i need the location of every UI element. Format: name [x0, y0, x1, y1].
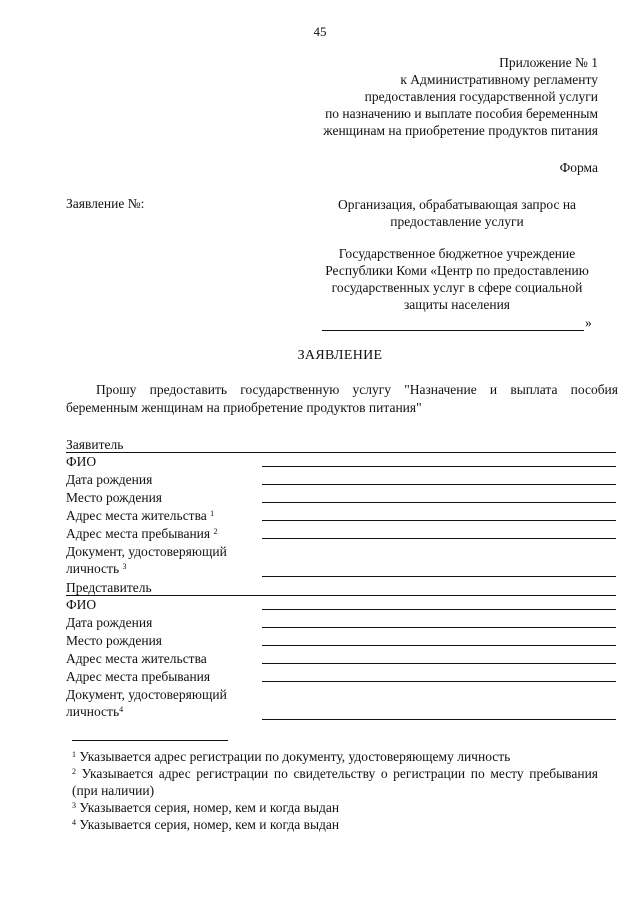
- field-label-text: личность: [66, 561, 120, 576]
- applicant-fio-field[interactable]: [262, 466, 616, 467]
- field-label: Адрес места пребывания: [66, 669, 211, 684]
- appendix-line: по назначению и выплате пособия беременным: [325, 106, 598, 121]
- representative-stay-field[interactable]: [262, 681, 616, 682]
- footnote-number: 3: [72, 801, 76, 810]
- footnote-ref: 1: [210, 509, 215, 518]
- applicant-stay-row: [66, 525, 616, 543]
- field-label: [66, 525, 262, 543]
- section-representative: Представитель: [66, 581, 616, 596]
- representative-residence-field[interactable]: [262, 663, 616, 664]
- field-label: Место рождения: [66, 633, 163, 648]
- footnote-number: 4: [72, 818, 76, 827]
- representative-birth-place-field[interactable]: [262, 645, 616, 646]
- footnote-ref: 2: [213, 527, 218, 536]
- applicant-stay-field[interactable]: [262, 538, 616, 539]
- appendix-line: женщинам на приобретение продуктов питания: [323, 123, 598, 138]
- footnote-text: Указывается адрес регистрации по документу, удостоверяющему личность: [79, 749, 511, 764]
- organization-label: Организация, обрабатывающая запрос на предоставление услуги: [337, 197, 577, 229]
- representative-birth-place-row: [66, 632, 616, 650]
- organization-fill-line[interactable]: [322, 330, 584, 331]
- request-paragraph: Прошу предоставить государственную услугу "Назначение и выплата пособия беременным женщинам на приобретение продуктов питания": [66, 382, 618, 415]
- field-label-text: Адрес места жительства: [66, 508, 207, 523]
- field-label: [66, 686, 262, 724]
- applicant-birth-date-field[interactable]: [262, 484, 616, 485]
- organization-name: Государственное бюджетное учреждение Республики Коми «Центр по предоставлению государственных услуг в сфере социальной защиты населения: [325, 246, 589, 312]
- field-label: ФИО: [66, 454, 97, 469]
- form-label: Форма: [559, 160, 598, 175]
- field-label: [66, 543, 262, 581]
- page-number: 45: [313, 24, 327, 39]
- applicant-residence-row: [66, 507, 616, 525]
- footnote: [72, 748, 598, 765]
- representative-residence-row: [66, 650, 616, 668]
- appendix-line: Приложение № 1: [499, 55, 598, 70]
- footnote-ref: 3: [122, 562, 127, 571]
- footnote-number: 1: [72, 750, 76, 759]
- field-label: [66, 507, 262, 525]
- applicant-birth-place-field[interactable]: [262, 502, 616, 503]
- field-label-text: личность: [66, 704, 120, 719]
- field-label: Дата рождения: [66, 615, 153, 630]
- applicant-birth-date-row: [66, 471, 616, 489]
- footnote: [72, 765, 598, 799]
- appendix-line: к Административному регламенту: [400, 72, 598, 87]
- application-number-label: Заявление №:: [66, 196, 145, 211]
- applicant-residence-field[interactable]: [262, 520, 616, 521]
- document-title: ЗАЯВЛЕНИЕ: [297, 348, 383, 363]
- representative-birth-date-field[interactable]: [262, 627, 616, 628]
- representative-fio-row: [66, 596, 616, 614]
- field-label-text: Документ, удостоверяющий: [66, 687, 227, 702]
- representative-stay-row: [66, 668, 616, 686]
- representative-birth-date-row: [66, 614, 616, 632]
- footnote: [72, 816, 598, 833]
- field-label: Адрес места жительства: [66, 651, 207, 666]
- footnote-text: Указывается адрес регистрации по свидетельству о регистрации по месту пребывания (при наличии): [72, 766, 599, 798]
- applicant-fio-row: [66, 453, 616, 471]
- field-label: ФИО: [66, 597, 97, 612]
- appendix-header: [238, 54, 598, 139]
- applicant-document-row: [66, 543, 616, 581]
- field-label: Дата рождения: [66, 472, 153, 487]
- footnote: [72, 799, 598, 816]
- footnote-number: 2: [72, 767, 76, 776]
- field-label: Место рождения: [66, 490, 163, 505]
- appendix-line: предоставления государственной услуги: [364, 89, 598, 104]
- representative-document-field[interactable]: [262, 719, 616, 720]
- representative-fio-field[interactable]: [262, 609, 616, 610]
- application-form-table: [66, 438, 616, 724]
- footnote-ref: 4: [119, 705, 124, 714]
- applicant-birth-place-row: [66, 489, 616, 507]
- field-label-text: Адрес места пребывания: [66, 526, 211, 541]
- field-label-text: Документ, удостоверяющий: [66, 544, 227, 559]
- footnote-text: Указывается серия, номер, кем и когда выдан: [79, 800, 340, 815]
- closing-quote: »: [585, 315, 592, 330]
- representative-document-row: [66, 686, 616, 724]
- applicant-document-field[interactable]: [262, 576, 616, 577]
- footnotes: [72, 748, 598, 833]
- section-applicant: Заявитель: [66, 438, 616, 453]
- footnote-separator: [72, 740, 228, 741]
- footnote-text: Указывается серия, номер, кем и когда выдан: [79, 817, 340, 832]
